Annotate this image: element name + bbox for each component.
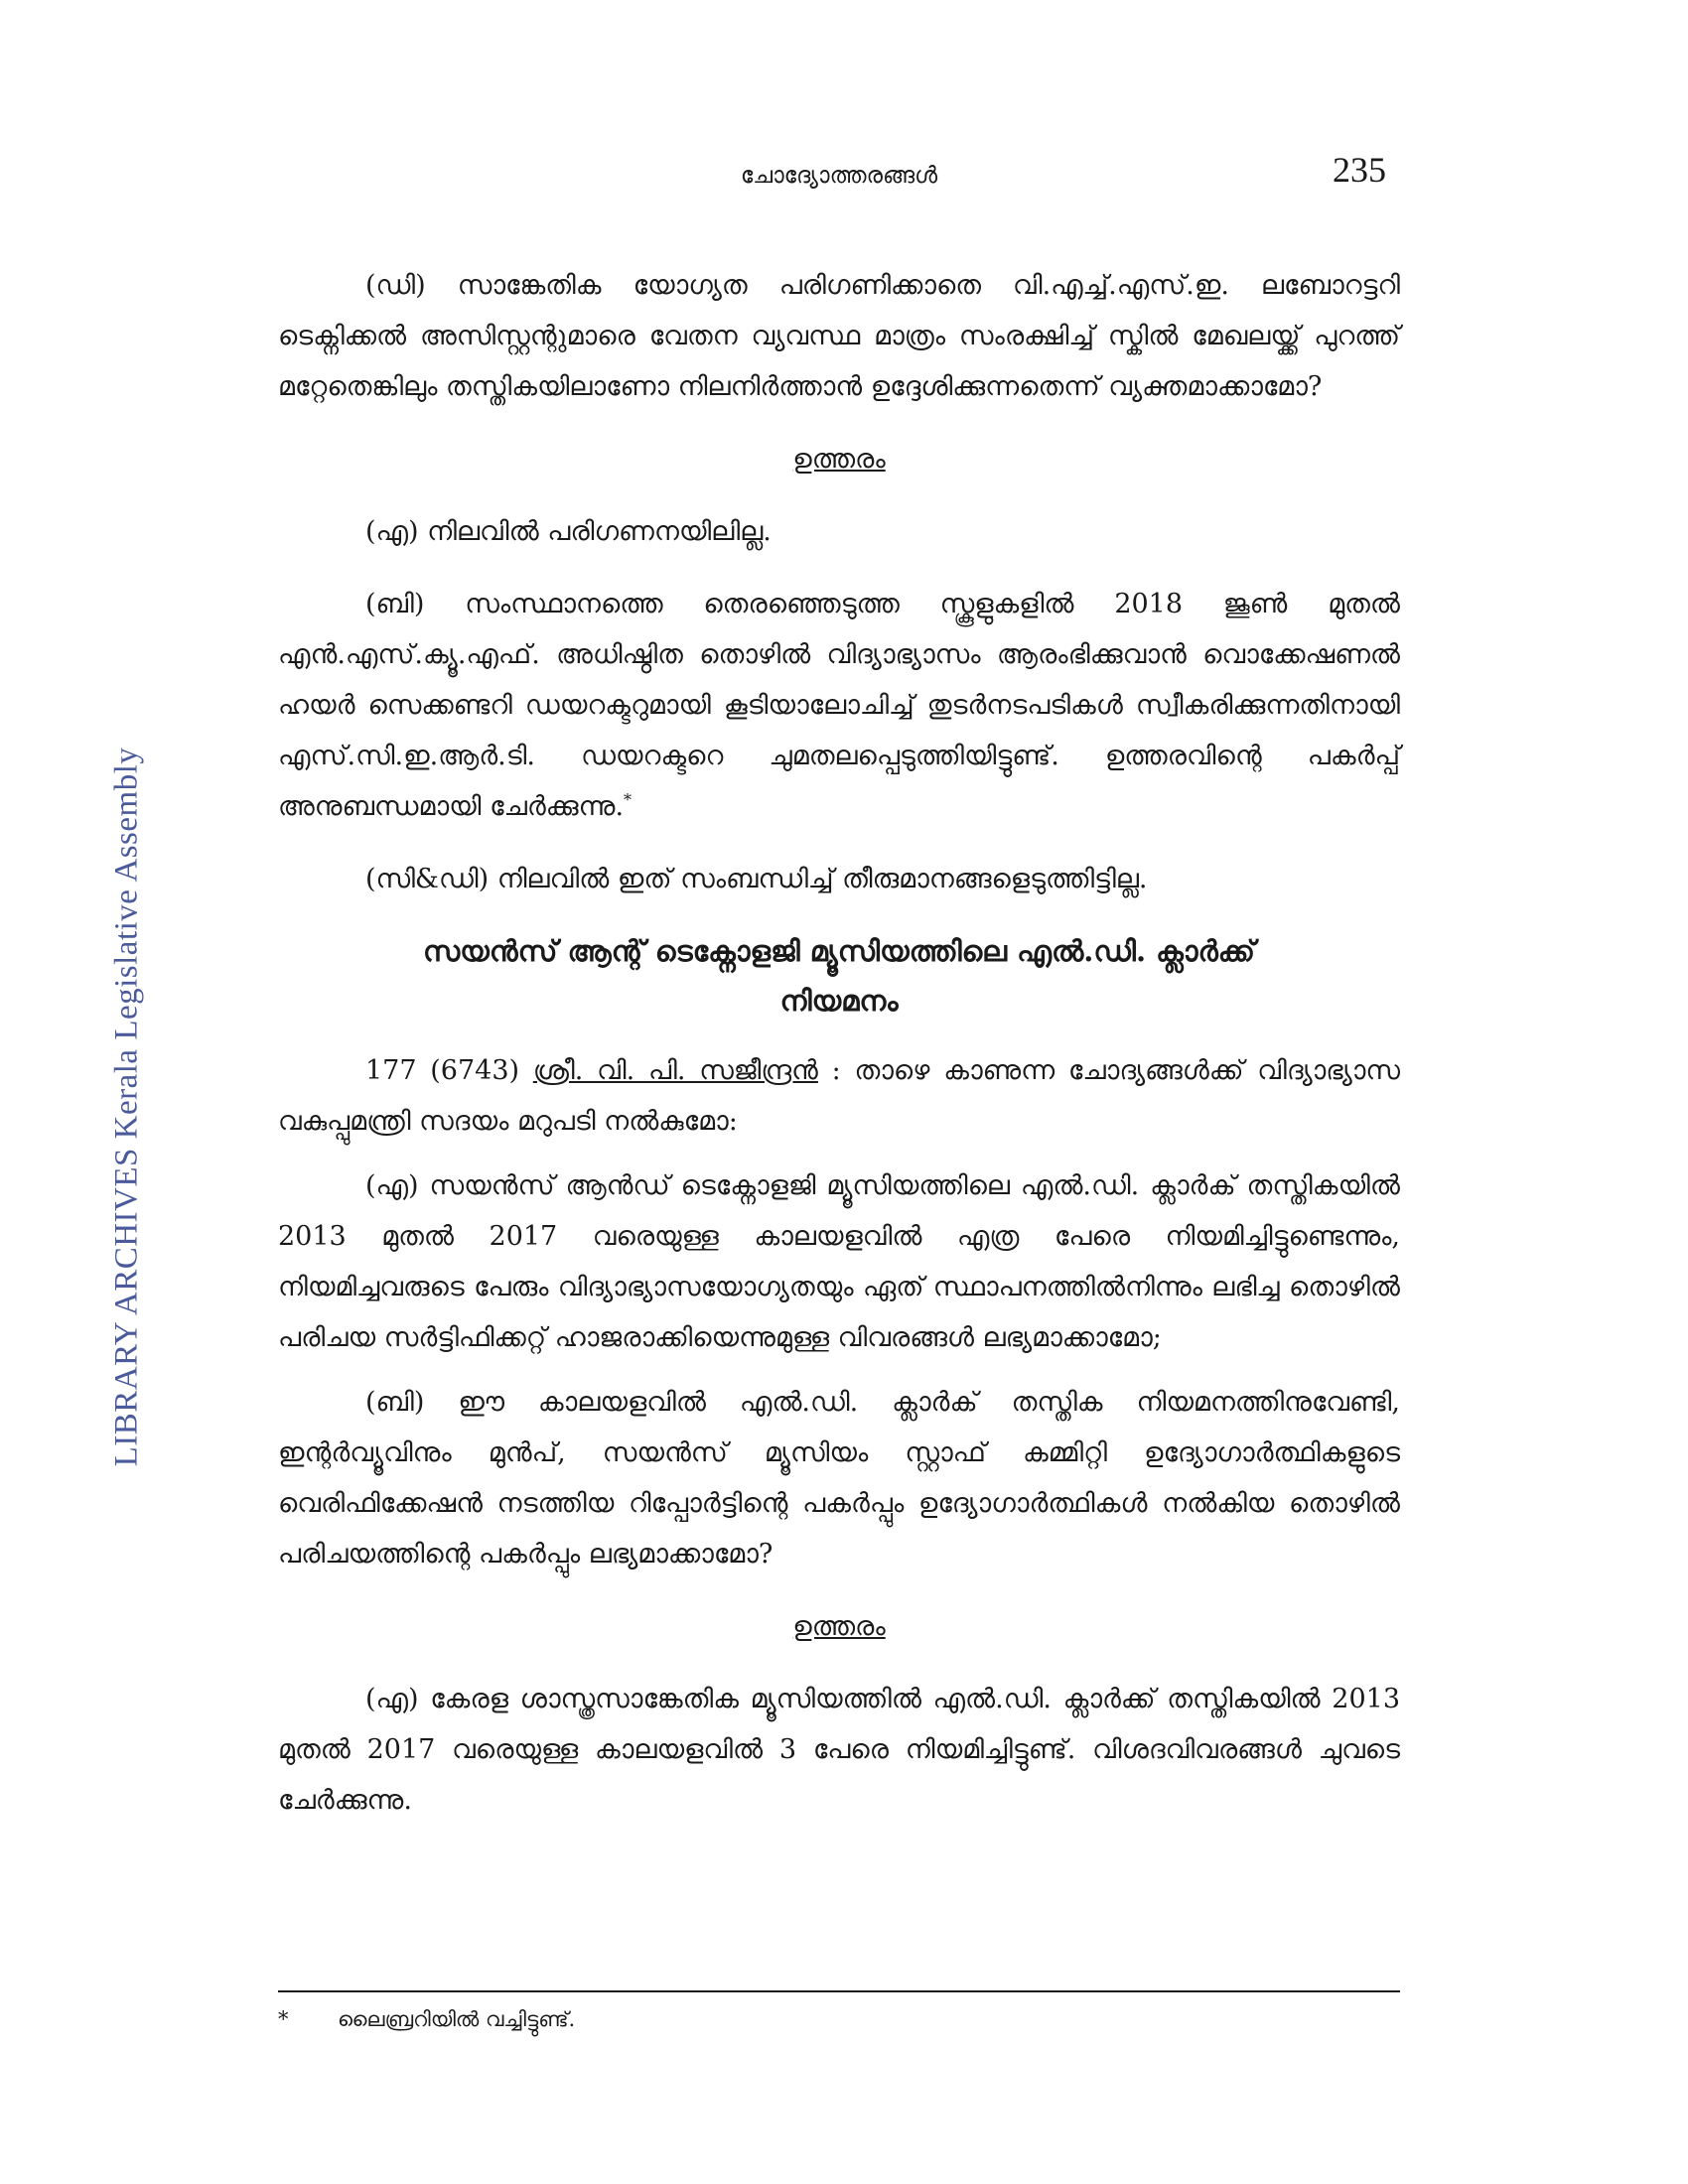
footnote-reference: *	[624, 790, 633, 809]
section-title-line2: നിയമനം	[779, 984, 899, 1018]
question-a: (എ) സയൻസ് ആൻഡ് ടെക്നോളജി മ്യൂസിയത്തിലെ എൽ.ഡി. ക്ലാർക് തസ്തികയിൽ 2013 മുതൽ 2017 വരെയുള്ള കാലയളവിൽ എത്ര പേരെ നിയമിച്ചിട്ടുണ്ടെന്നും, നിയമിച്ചവരുടെ പേരും വിദ്യാഭ്യാസയോഗ്യതയും ഏത് സ്ഥാപനത്തിൽനിന്നും ലഭിച്ച തൊഴിൽ പരിചയ സർട്ടിഫിക്കറ്റ് ഹാജരാക്കിയെന്നുമുള്ള വിവരങ്ങൾ ലഭ്യമാക്കാമോ;	[278, 1170, 1400, 1353]
page-number: 235	[1333, 150, 1386, 190]
answer-cd: (സി&ഡി) നിലവിൽ ഇത് സംബന്ധിച്ച് തീരുമാനങ്ങളെടുത്തിട്ടില്ല.	[365, 864, 1148, 894]
answer-b-text: (ബി) സംസ്ഥാനത്തെ തെരഞ്ഞെടുത്ത സ്കൂളുകളിൽ 2018 ജൂൺ മുതൽ എൻ.എസ്.ക്യൂ.എഫ്. അധിഷ്ഠിത തൊഴിൽ വിദ്യാഭ്യാസം ആരംഭിക്കുവാൻ വൊക്കേഷണൽ ഹയർ സെക്കണ്ടറി ഡയറക്ടറുമായി കൂടിയാലോചിച്ച് തുടർനടപടികൾ സ്വീകരിക്കുന്നതിനായി എസ്.സി.ഇ.ആർ.ടി. ഡയറക്ടറെ ചുമതലപ്പെടുത്തിയിട്ടുണ്ട്. ഉത്തരവിന്റെ പകർപ്പ് അനുബന്ധമായി ചേർക്കുന്നു.	[278, 589, 1400, 822]
section-title	[338, 926, 1340, 1025]
running-title: ചോദ്യോത്തരങ്ങൾ	[740, 163, 938, 189]
section-title-line1: സയൻസ് ആന്റ് ടെക്നോളജി മ്യൂസിയത്തിലെ എൽ.ഡി. ക്ലാർക്ക്	[422, 934, 1256, 968]
archive-watermark: LIBRARY ARCHIVES Kerala Legislative Assembly	[108, 747, 145, 1467]
footnote-text: ലൈബ്രറിയിൽ വച്ചിട്ടുണ്ട്.	[338, 2007, 576, 2031]
question-b: (ബി) ഈ കാലയളവിൽ എൽ.ഡി. ക്ലാർക് തസ്തിക നിയമനത്തിനുവേണ്ടി, ഇന്റർവ്യൂവിനും മുൻപ്, സയൻസ് മ്യൂസിയം സ്റ്റാഫ് കമ്മിറ്റി ഉദ്യോഗാർത്ഥികളുടെ വെരിഫിക്കേഷൻ നടത്തിയ റിപ്പോർട്ടിന്റെ പകർപ്പും ഉദ്യോഗാർത്ഥികൾ നൽകിയ തൊഴിൽ പരിചയത്തിന്റെ പകർപ്പും ലഭ്യമാക്കാമോ?	[278, 1387, 1400, 1570]
member-name: ശ്രീ. വി. പി. സജീന്ദ്രൻ	[532, 1055, 818, 1086]
answer2-a: (എ) കേരള ശാസ്ത്രസാങ്കേതിക മ്യൂസിയത്തിൽ എൽ.ഡി. ക്ലാർക്ക് തസ്തികയിൽ 2013 മുതൽ 2017 വരെയുള്ള കാലയളവിൽ 3 പേരെ നിയമിച്ചിട്ടുണ്ട്. വിശദവിവരങ്ങൾ ചുവടെ ചേർക്കുന്നു.	[278, 1684, 1400, 1816]
page-header	[278, 149, 1400, 199]
footnote	[278, 2007, 1400, 2032]
footnote-mark: *	[278, 2007, 289, 2031]
page-body	[278, 260, 1400, 1847]
answer-heading: ഉത്തരം	[792, 444, 886, 475]
question-d: (ഡി) സാങ്കേതിക യോഗ്യത പരിഗണിക്കാതെ വി.എച്ച്.എസ്.ഇ. ലബോറട്ടറി ടെക്നിക്കൽ അസിസ്റ്റന്റുമാരെ വേതന വ്യവസ്ഥ മാത്രം സംരക്ഷിച്ച് സ്കിൽ മേഖലയ്ക്ക് പുറത്ത് മറ്റേതെങ്കിലും തസ്തികയിലാണോ നിലനിർത്താൻ ഉദ്ദേശിക്കുന്നതെന്ന് വ്യക്തമാക്കാമോ?	[278, 270, 1400, 402]
answer-a: (എ) നിലവിൽ പരിഗണനയിലില്ല.	[365, 516, 772, 547]
question-number: 177 (6743)	[365, 1055, 520, 1086]
footnote-divider	[278, 1990, 1400, 1992]
answer-b	[278, 579, 1400, 832]
answer-heading-2: ഉത്തരം	[792, 1611, 886, 1642]
question-intro	[278, 1045, 1400, 1147]
question-intro-text: : താഴെ കാണുന്ന ചോദ്യങ്ങൾക്ക് വിദ്യാഭ്യാസ വകുപ്പുമന്ത്രി സദയം മറുപടി നൽകുമോ:	[278, 1055, 1401, 1137]
